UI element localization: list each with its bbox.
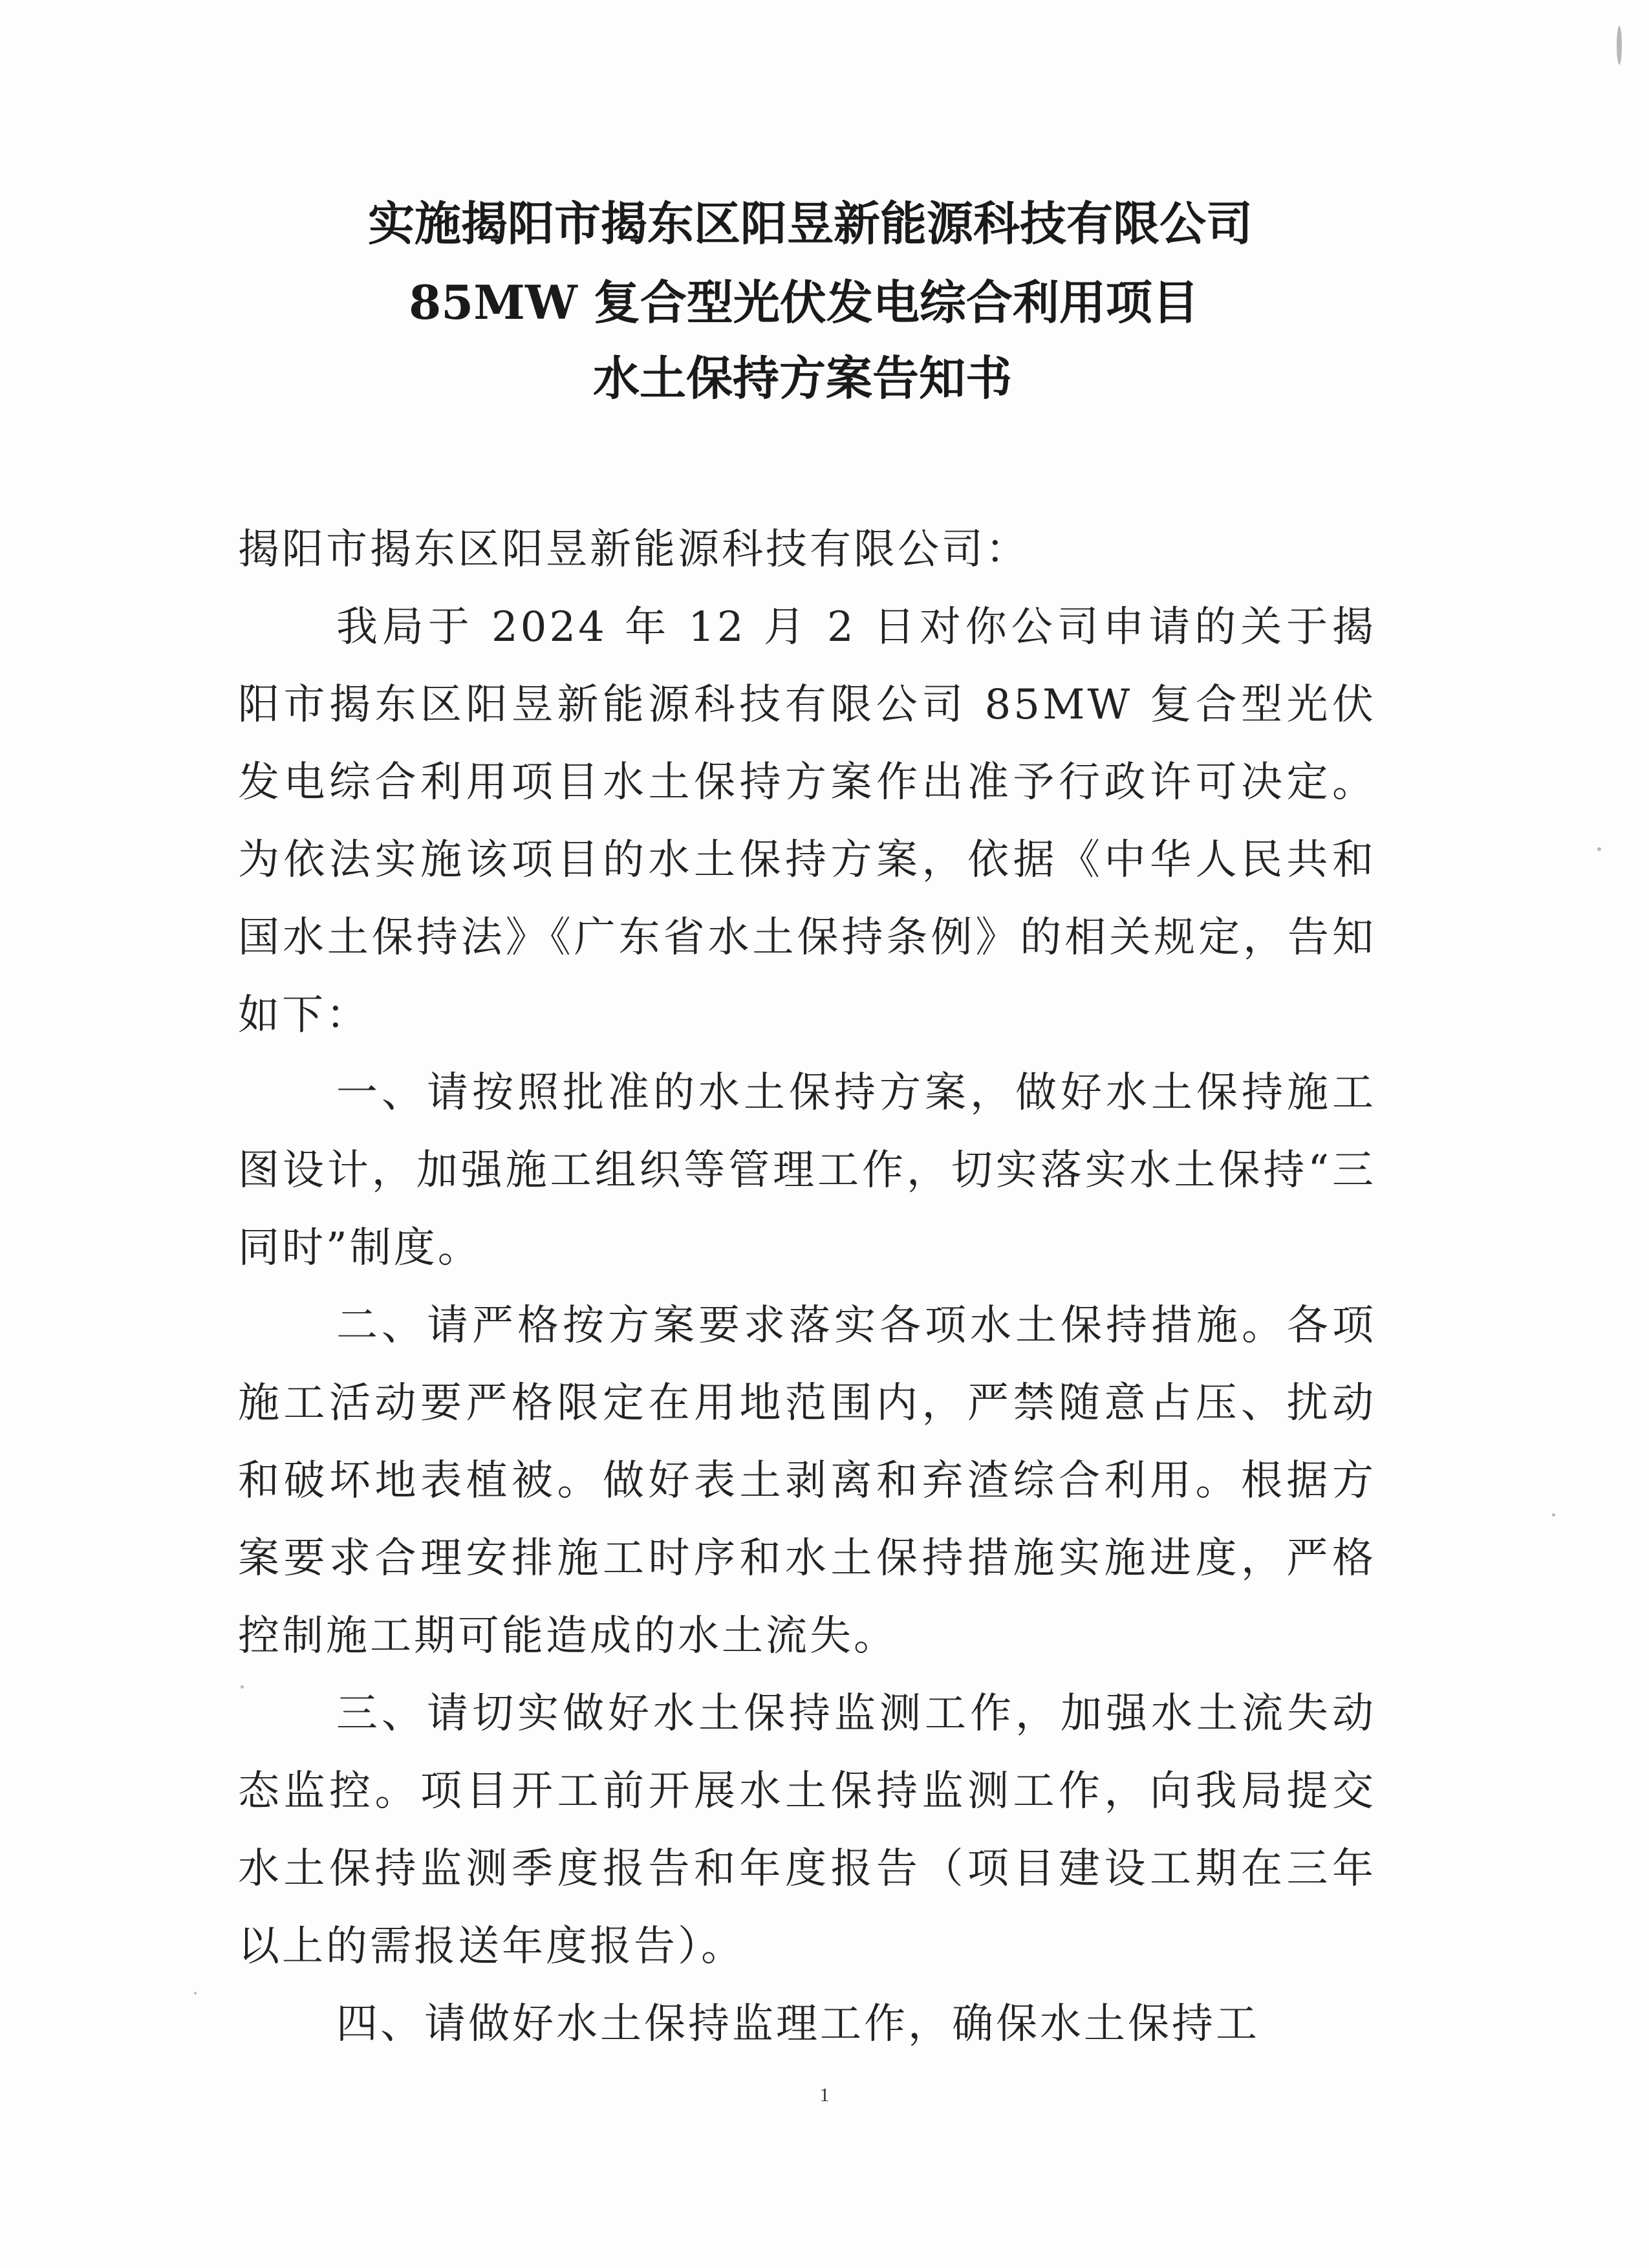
paragraph-item-4: 四、请做好水土保持监理工作，确保水土保持工 xyxy=(336,2000,1260,2048)
paragraph-item-2: 二、请严格按方案要求落实各项水土保持措施。各项施工活动要严格限定在用地范围内，严禁随意占压、扰动和破坏地表植被。做好表土剥离和弃渣综合利用。根据方案要求合理安排施工时序和水土保持措施实施进度，严格控制施工期可能造成的水土流失。 xyxy=(238,1302,1376,1660)
scan-speck xyxy=(1552,1513,1555,1517)
document-body xyxy=(238,511,1376,2063)
title-line-1: 实施揭阳市揭东区阳昱新能源科技有限公司 xyxy=(367,196,1253,251)
scan-speck xyxy=(1597,847,1601,851)
paragraph-item-1: 一、请按照批准的水土保持方案，做好水土保持施工图设计，加强施工组织等管理工作，切实落实水土保持“三同时”制度。 xyxy=(238,1069,1376,1272)
title-line-2: 85MW 复合型光伏发电综合利用项目 xyxy=(409,275,1199,330)
scan-speck xyxy=(194,1992,197,1994)
scan-speck xyxy=(241,1685,244,1689)
salutation: 揭阳市揭东区阳昱新能源科技有限公司： xyxy=(238,526,1029,574)
paragraph-intro: 我局于 2024 年 12 月 2 日对你公司申请的关于揭阳市揭东区阳昱新能源科技有限公司 85MW 复合型光伏发电综合利用项目水土保持方案作出准予行政许可决定。为依法实施该项目的水土保持方案，依据《中华人民共和国水土保持法》《广东省水土保持条例》的相关规定，告知如下： xyxy=(238,603,1376,1039)
title-line-3: 水土保持方案告知书 xyxy=(592,351,1012,405)
scan-speck xyxy=(1617,26,1622,65)
paragraph-item-3: 三、请切实做好水土保持监测工作，加强水土流失动态监控。项目开工前开展水土保持监测工作，向我局提交水土保持监测季度报告和年度报告（项目建设工期在三年以上的需报送年度报告）。 xyxy=(238,1690,1376,1971)
page-number: 1 xyxy=(819,2084,830,2106)
